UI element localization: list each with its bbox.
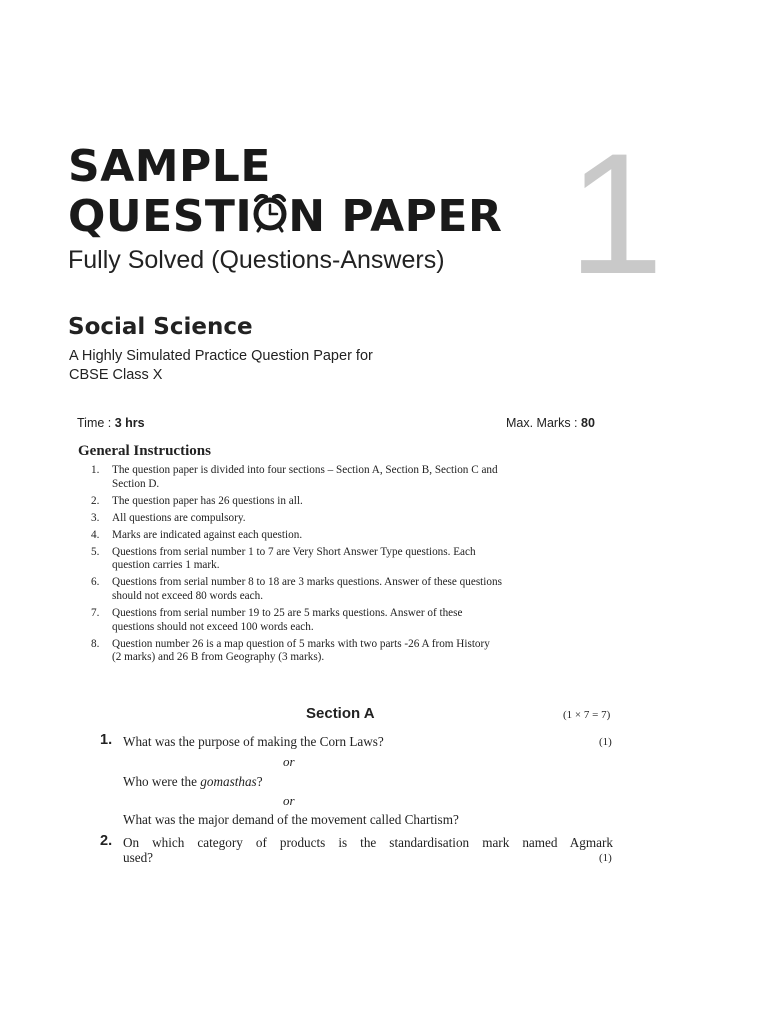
tagline-line-2: CBSE Class X — [69, 367, 163, 383]
subtitle: Fully Solved (Questions-Answers) — [68, 246, 445, 274]
title-line-2 — [68, 191, 503, 242]
alarm-clock-icon — [252, 192, 288, 232]
instruction-item: 2. The question paper has 26 questions in all. — [91, 494, 303, 507]
instruction-item: 3. All questions are compulsory. — [91, 511, 246, 524]
instruction-item: 7. Questions from serial number 19 to 25 are 5 marks questions. Answer of these questions should not exceed 100 words each. — [91, 607, 463, 633]
question-1-marks: (1) — [599, 736, 612, 748]
title-part-questi: QUESTI — [68, 191, 253, 242]
max-marks-info — [506, 416, 595, 430]
instruction-item: 4. Marks are indicated against each question. — [91, 528, 303, 541]
time-value: 3 hrs — [114, 416, 145, 430]
question-1-number: 1. — [100, 732, 113, 748]
max-marks-label: Max. Marks : — [506, 416, 582, 430]
instruction-item: 5. Questions from serial number 1 to 7 are Very Short Answer Type questions. Each question carries 1 mark. — [91, 545, 476, 572]
instructions-list — [78, 464, 588, 668]
max-marks-value: 80 — [581, 416, 595, 430]
section-a-marks: (1 × 7 = 7) — [563, 709, 611, 721]
question-2-text-line-2: used? — [123, 850, 154, 865]
title-part-n-paper: N PAPER — [288, 191, 503, 242]
or-separator-2: or — [283, 793, 295, 808]
question-1-text: What was the purpose of making the Corn Laws? — [123, 734, 384, 749]
question-2-number: 2. — [100, 833, 113, 849]
time-info — [77, 416, 145, 430]
or-separator-1: or — [283, 754, 295, 769]
instruction-item: 1. The question paper is divided into four sections – Section A, Section B, Section C and Section D. — [91, 464, 498, 490]
instruction-item: 6. Questions from serial number 8 to 18 are 3 marks questions. Answer of these questions should not exceed 80 words each. — [91, 576, 502, 602]
question-2-marks: (1) — [599, 852, 612, 864]
gomasthas-term: gomasthas — [200, 774, 257, 789]
paper-number: 1 — [568, 118, 664, 310]
question-1-alternative-1: Who were the gomasthas? — [123, 774, 263, 789]
title-line-1: SAMPLE — [68, 141, 271, 192]
question-1-alternative-2: What was the major demand of the movement called Chartism? — [123, 812, 459, 827]
tagline-line-1: A Highly Simulated Practice Question Paper for — [69, 348, 373, 364]
section-a-title: Section A — [306, 705, 375, 722]
time-label: Time : — [77, 416, 115, 430]
question-2-text-line-1: On which category of products is the standardisation mark named Agmark — [123, 835, 613, 850]
tagline — [69, 347, 373, 385]
general-instructions-title: General Instructions — [78, 443, 211, 459]
instruction-item: 8. Question number 26 is a map question of 5 marks with two parts -26 A from History (2 marks) and 26 B from Geography (3 marks). — [91, 637, 490, 664]
subject-title: Social Science — [68, 314, 253, 340]
